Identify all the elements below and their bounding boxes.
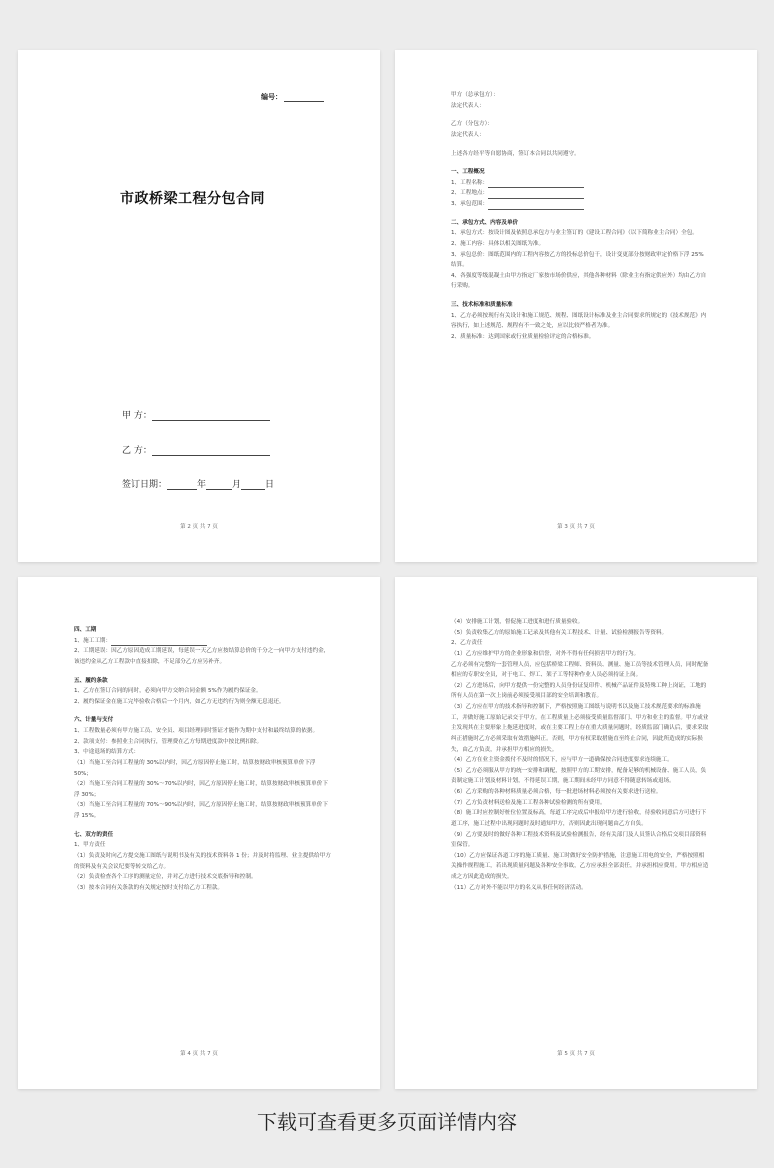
paragraph-text: （2）乙方进场后，向甲方提供一份完整的人员身份证复印件、机械产品证件及特殊工种上岗证，工地的所有人员在第一次上岗前必须接受项目部的安全培训和教育。: [451, 682, 707, 700]
paragraph-text: （2）当施工至合同工程量的 30%～70%以内时，因乙方原因停止施工时，结算按财政审核预算单价下浮 30%；: [74, 781, 328, 798]
paragraph: [74, 646, 332, 667]
year-label: 年: [197, 480, 207, 490]
paragraph: [451, 808, 709, 829]
paragraph-text: （4）乙方在业主资金拨付不及时的情况下，应与甲方一道确保按合同进度要求连续施工。: [451, 757, 673, 764]
paragraph: [74, 800, 332, 821]
paragraph: [74, 686, 332, 697]
paragraph: [451, 649, 709, 660]
month-label: 月: [232, 480, 242, 490]
paragraph: [451, 250, 709, 271]
page-footer: 第 4 页 共 7 页: [180, 1051, 218, 1057]
paragraph-text: 一、工程概况: [451, 169, 485, 176]
paragraph-text: 上述各方经平等自愿协商，签订本合同以共同遵守。: [451, 150, 580, 157]
download-caption: 下载可查看更多页面详情内容: [257, 1110, 517, 1134]
paragraph-text: （5）乙方必须服从甲方的统一安排和调配，按照甲方的工期安排，配备足够的机械设备、施工人员，负责制定施工计划及材料计划，不得延误工期，施工期间未经甲方同意不得随意转场或退场。: [451, 767, 707, 785]
paragraph: [74, 726, 332, 737]
paragraph: [451, 178, 709, 189]
paragraph: [451, 830, 709, 851]
contract-number: [261, 92, 324, 102]
paragraph-text: 法定代表人：: [451, 102, 485, 109]
paragraph-text: （1）负责及时向乙方提交施工图纸与说明书及有关的技术资料各 1 份；并及时将监理、业主提供给甲方的资料及有关会议纪要等转交给乙方。: [74, 852, 331, 870]
paragraph-text: 乙方必须有完整的一套管理人员，应包括桥梁工程师、资料员、测量、施工员等技术管理人员，同时配备相应的专职安全员，对于电工、焊工、架子工等特种作业人员必须持证上岗。: [451, 661, 709, 679]
paragraph-text: 1、工程数量必须有甲方施工员、安全员、项目经理同时签证才能作为期中支付和最终结算的依据。: [74, 728, 319, 734]
paragraph: [451, 90, 709, 101]
section-heading: [74, 625, 332, 636]
contract-number-blank: [284, 93, 324, 102]
paragraph-text: 1、承包方式：按设计图及依照总承包方与业主签订的《建设工程合同》（以下简称业主合同）全包。: [451, 230, 698, 237]
paragraph-text: 3、承包范围：: [451, 201, 489, 207]
document-page-3: [395, 50, 757, 562]
document-page-4: [18, 577, 380, 1089]
paragraph-text: （5）负责收集乙方的原始施工记录及其他有关工程技术、计量、试验检测报告等资料。: [451, 629, 668, 636]
paragraph-text: （2）负责检查各个工序的测量定位，并对乙方进行技术交底指导和控制。: [74, 874, 257, 881]
paragraph-text: （7）乙方负责材料送检及施工工程各种试验检测的所有费用。: [451, 799, 606, 806]
paragraph: [74, 636, 332, 647]
paragraph: [451, 332, 709, 343]
page-content: [451, 90, 709, 343]
paragraph: [451, 702, 709, 755]
paragraph-text: 2、施工内容：具体以相关图纸为准。: [451, 240, 545, 247]
sign-date: [122, 477, 274, 490]
paragraph-text: 三、技术标准和质量标准: [451, 302, 513, 308]
paragraph-text: 1、施工工期：: [74, 637, 112, 644]
paragraph: [451, 638, 709, 649]
section-heading: [74, 830, 332, 841]
paragraph-text: 3、中途退场的结算方式：: [74, 749, 140, 756]
page-footer: 第 5 页 共 7 页: [557, 1051, 595, 1057]
paragraph: [451, 149, 709, 160]
paragraph-text: 2、款项支付：参照业主合同执行，管理费在乙方每期进度款中按比例扣除。: [74, 738, 263, 745]
paragraph-text: （1）当施工至合同工程量的 30%以内时，因乙方原因停止施工时，结算按财政审核预算单价下浮 50%；: [74, 759, 316, 777]
spacer: [451, 141, 709, 149]
paragraph-text: 2、工程地点：: [451, 190, 489, 197]
contract-number-label: 编号：: [261, 93, 282, 101]
paragraph-text: 2、履约保证金在施工完毕验收合格后一个月内，如乙方无违约行为则全额无息退还。: [74, 698, 285, 705]
paragraph: [451, 851, 709, 883]
paragraph: [74, 883, 332, 894]
paragraph-text: 2、质量标准：达到国家或行业质量检验评定的合格标准。: [451, 333, 595, 340]
paragraph-text: 3、承包总价：图纸范围内的工程内容按乙方的投标总价包干，设计变更部分按财政审定价格下浮 25%结算。: [451, 251, 704, 269]
paragraph: [451, 766, 709, 787]
paragraph-text: 六、计量与支付: [74, 717, 114, 724]
paragraph-text: （3）当施工至合同工程量的 70%～90%以内时，因乙方原因停止施工时，结算按财政审核预算单价下浮 15%。: [74, 802, 328, 819]
party-b-signature: [122, 443, 270, 456]
paragraph: [451, 883, 709, 894]
paragraph-text: 法定代表人：: [451, 131, 485, 138]
fill-in-blank: [488, 181, 584, 188]
day-blank: [241, 479, 265, 490]
paragraph-text: 甲方（总承包方）：: [451, 92, 499, 98]
paragraph-text: 四、工期: [74, 627, 97, 633]
paragraph: [451, 681, 709, 702]
page-footer: 第 2 页 共 7 页: [180, 524, 218, 530]
section-heading: [451, 300, 709, 311]
paragraph-text: （9）乙方要及时的做好各种工程技术资料及试验检测报告，经有关部门及人员签认合格后交项目部资料室保管。: [451, 831, 707, 849]
day-label: 日: [265, 480, 275, 490]
paragraph: [451, 755, 709, 766]
paragraph: [451, 228, 709, 239]
paragraph-text: 1、甲方责任: [74, 842, 106, 849]
paragraph: [451, 239, 709, 250]
paragraph: [451, 787, 709, 798]
paragraph: [74, 697, 332, 708]
paragraph: [74, 747, 332, 758]
paragraph: [451, 311, 709, 332]
month-blank: [206, 479, 232, 490]
party-a-blank: [152, 410, 270, 421]
paragraph: [451, 617, 709, 628]
paragraph: [451, 130, 709, 141]
section-heading: [74, 715, 332, 726]
paragraph: [74, 779, 332, 800]
spacer: [451, 111, 709, 119]
paragraph-text: 五、履约条款: [74, 677, 108, 684]
page-content: [74, 617, 332, 893]
paragraph: [74, 840, 332, 851]
section-heading: [451, 167, 709, 178]
page-footer: 第 3 页 共 7 页: [557, 524, 595, 530]
paragraph-text: （4）安排施工计划，督促施工进度和进行质量验收。: [451, 619, 584, 625]
page-content: [451, 617, 709, 893]
paragraph: [451, 798, 709, 809]
paragraph: [451, 271, 709, 292]
fill-in-blank: [488, 203, 584, 210]
party-b-label: 乙 方：: [122, 446, 152, 456]
document-page-5: [395, 577, 757, 1089]
paragraph: [451, 101, 709, 112]
paragraph: [451, 628, 709, 639]
section-heading: [74, 676, 332, 687]
paragraph-text: （3）乙方应在甲方的技术指导和控制下，严格按照施工图纸与说明书以及施工技术规范要求的标准施工，并做好施工原始记录交于甲方。在工程质量上必须接受质量监督部门、甲方和业主的监督。甲方或业主发现其在主要形象上拖延进度时，或在主要工程上存在重大质量问题时，经质监部门确认后，要求采取纠正措施时乙方必须采取有效措施纠正。否则，甲方有权采取措施直至终止合同，因此所造成的实际损失，由乙方负责，并承担甲方相应的损失。: [451, 704, 709, 753]
paragraph-text: 4、各强度等级混凝土由甲方指定厂家按市场价供应，其他各种材料（除业主有指定供应外）均由乙方自行采购。: [451, 272, 707, 290]
paragraph-text: （6）乙方采购的各种材料质量必须合格，每一批进场材料必须按有关要求进行送检。: [451, 789, 662, 795]
party-a-signature: [122, 408, 270, 421]
paragraph-text: 2、乙方责任: [451, 640, 483, 647]
paragraph-text: 1、工程名称：: [451, 179, 489, 186]
paragraph-text: 二、承包方式、内容及单价: [451, 219, 519, 226]
paragraph: [74, 872, 332, 883]
year-blank: [167, 479, 197, 490]
paragraph-text: （8）施工时应控制好桩位位置及标高，每道工序完成后申报给甲方进行验收，待验收同意后方可进行下道工序，施工过程中出现问题时及时通知甲方，否则因此出现问题由乙方自负。: [451, 810, 707, 827]
paragraph: [74, 851, 332, 872]
paragraph-text: （3）按本合同有关条款的有关规定按时支付给乙方工程款。: [74, 884, 223, 891]
paragraph-text: （1）乙方应维护甲方的企业形象和信誉，对外不得有任何损害甲方的行为。: [451, 650, 640, 657]
paragraph-text: （10）乙方应保证各道工序的施工质量、施工时做好安全防护措施，注意施工用电的安全，严格按照相关操作规程施工，若出现质量问题及各种安全事故，乙方应承担全部责任，并承担相应费用。甲方相应造成之方因此造成的损失。: [451, 852, 709, 880]
section-heading: [451, 218, 709, 229]
paragraph: [451, 199, 709, 210]
paragraph-text: 2、工期延误：因乙方原因造成工期延误，每延误一天乙方应按结算总价的千分之一向甲方支付违约金，该违约金从乙方工程款中直接扣除，不足部分乙方应另补齐。: [74, 648, 330, 665]
paragraph-text: 七、双方的责任: [74, 831, 114, 838]
document-page-cover: [18, 50, 380, 562]
party-a-label: 甲 方：: [122, 411, 152, 421]
paragraph-text: 1、乙方在签订合同的同时，必须向甲方交纳合同金额 5%作为履约保证金。: [74, 688, 262, 695]
paragraph: [74, 737, 332, 748]
party-b-blank: [152, 445, 270, 456]
paragraph: [451, 119, 709, 130]
paragraph: [451, 660, 709, 681]
paragraph: [451, 188, 709, 199]
paragraph-text: 1、乙方必须按现行有关设计和施工规范、规程、图纸设计标准及业主合同要求所规定的《技术规范》内容执行，如上述规范、规程有不一致之处，应以比较严格者为准。: [451, 312, 707, 330]
fill-in-blank: [488, 192, 584, 199]
fill-in-blank: [111, 639, 207, 646]
paragraph-text: 乙方（分包方）：: [451, 121, 493, 128]
paragraph: [74, 758, 332, 779]
contract-title: 市政桥梁工程分包合同: [120, 191, 265, 207]
sign-date-label: 签订日期：: [122, 480, 168, 490]
paragraph-text: （11）乙方对外不能以甲方的名义从事任何经济活动。: [451, 884, 587, 891]
